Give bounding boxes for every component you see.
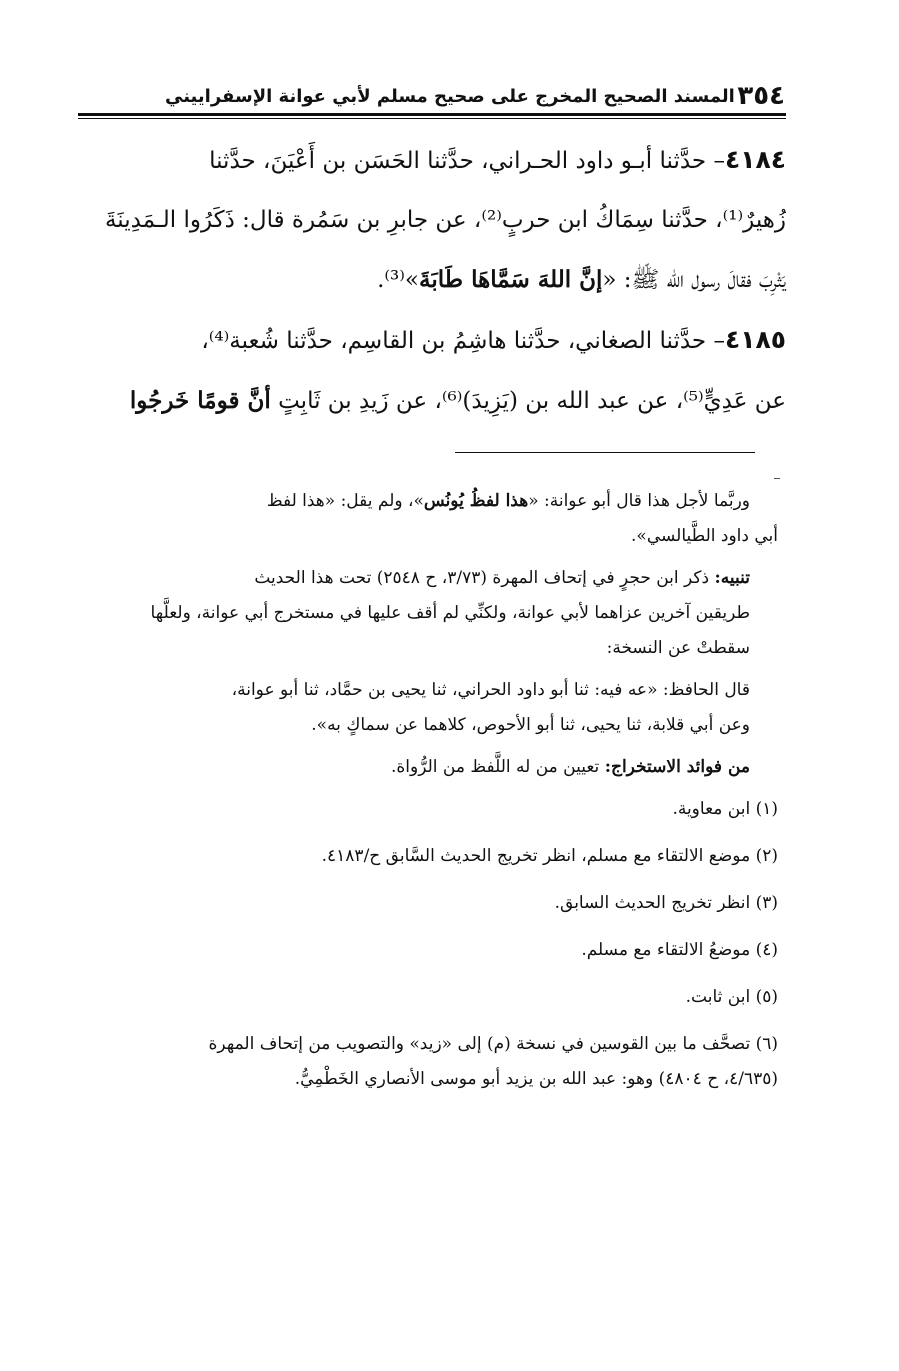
header-rule-thick <box>78 113 786 116</box>
footnotes-area <box>78 484 778 1109</box>
footnote-3: (٣) انظر تخريج الحديث السابق. <box>554 893 778 913</box>
hadith-4185 <box>78 310 786 431</box>
hadith-4184-line-1: ٤١٨٤– حدَّثنا أبـو داود الحـراني، حدَّثنا الحَسَن بن أَعْيَنَ، حدَّثنا <box>209 145 786 174</box>
note-tanbih: تنبيه: ذكر ابن حجرٍ في إتحاف المهرة (٣/٧٣، ح ٢٥٤٨) تحت هذا الحديث طريقين آخرين عزاهما لأبي عوانة، ولكنِّي لم أقف عليها في مستخرج أبي عوانة، ولعلَّها سقطتْ عن النسخة: <box>150 568 750 658</box>
hadith-4185-line-1: ٤١٨٥– حدَّثنا الصغاني، حدَّثنا هاشِمُ بن القاسِم، حدَّثنا شُعبة⁽⁴⁾، <box>201 325 786 354</box>
continuation-mark <box>774 478 780 479</box>
footnote-1: (١) ابن معاوية. <box>672 799 778 819</box>
footnote-6: (٦) تصحَّف ما بين القوسين في نسخة (م) إلى «زيد» والتصويب من إتحاف المهرة (٤/٦٣٥، ح ٤٨٠٤) وهو: عبد الله بن يزيد أبو موسى الأنصاري الخَطْمِيُّ. <box>208 1034 778 1089</box>
note-fawaid: من فوائد الاستخراج: تعيين من له اللَّفظ من الرُّواة. <box>390 757 750 777</box>
footnote-2: (٢) موضع الالتقاء مع مسلم، انظر تخريج الحديث السَّابق ح/٤١٨٣. <box>321 846 778 866</box>
footnote-separator <box>455 452 755 453</box>
hadith-number: ٤١٨٤ <box>724 145 786 174</box>
tanbih-label: تنبيه: <box>714 568 750 588</box>
note-hafiz: قال الحافظ: «عه فيه: ثنا أبو داود الحراني، ثنا يحيى بن حمَّاد، ثنا أبو عوانة، وعن أبي قلابة، ثنا يحيى، ثنا أبو الأحوص، كلاهما عن سماكٍ به». <box>231 680 750 735</box>
hadith-4184-line-2: زُهيرٌ⁽¹⁾، حدَّثنا سِمَاكُ ابن حربٍ⁽²⁾، عن جابرِ بن سَمُرة قال: ذَكَرُوا الـمَدِينَةَ <box>104 207 786 233</box>
hadith-4184 <box>78 130 786 310</box>
main-text <box>78 130 786 431</box>
footnote-5: (٥) ابن ثابت. <box>685 987 778 1007</box>
footnote-4: (٤) موضعُ الالتقاء مع مسلم. <box>581 940 778 960</box>
hadith-matn-start: أنَّ قومًا خَرجُوا <box>129 387 271 414</box>
header-rule-thin <box>78 118 786 119</box>
hadith-4185-line-2: عن عَدِيٍّ⁽⁵⁾، عن عبد الله بن (يَزِيدَ)⁽⁶⁾، عن زَيدِ بن ثَابِتٍ أنَّ قومًا خَرجُوا <box>129 387 786 414</box>
running-title: المسند الصحيح المخرج على صحيح مسلم لأبي عوانة الإسفراييني <box>165 85 735 107</box>
hadith-4184-line-3: يَثْرِبَ فقالَ رسول الله ﷺ: «إنَّ اللهَ سَمَّاهَا طَابَةَ»⁽³⁾. <box>377 266 786 293</box>
fawaid-label: من فوائد الاستخراج: <box>604 757 750 777</box>
prophetic-saying: إنَّ اللهَ سَمَّاهَا طَابَةَ <box>419 266 603 293</box>
note-continuation: وربَّما لأجل هذا قال أبو عوانة: «هذا لفظُ يُونُس»، ولم يقل: «هذا لفظ أبي داود الطَّيالسي». <box>266 491 778 546</box>
page-number: ٣٥٤ <box>737 81 785 111</box>
page-header <box>165 80 785 112</box>
hadith-number: ٤١٨٥ <box>724 325 786 354</box>
